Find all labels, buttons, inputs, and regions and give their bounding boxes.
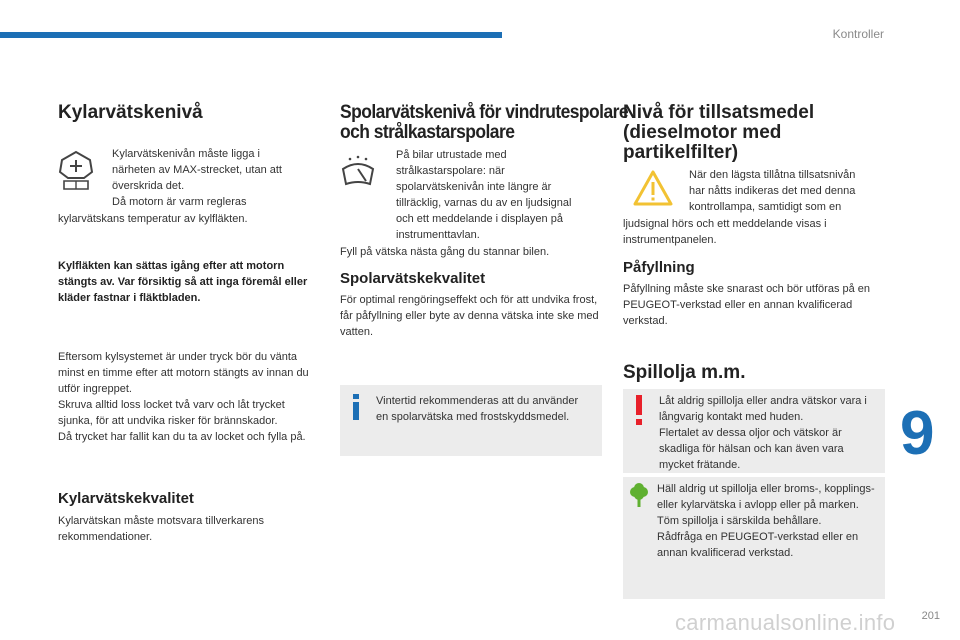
- info-box: [340, 385, 602, 456]
- chapter-number: 9: [900, 399, 935, 468]
- washer-level-title-line1: Spolarvätskenivå för vindrutespolare: [340, 102, 629, 123]
- info-icon: [351, 394, 361, 420]
- coolant-intro-lines: Kylarvätskenivån måste ligga i närheten av MAX-strecket, utan att överskrida det. Då motorn är varm regleras: [112, 148, 282, 208]
- coolant-level-icon: [58, 150, 94, 192]
- washer-level-title-line2: och strålkastarspolare: [340, 122, 515, 143]
- exclamation-icon: [636, 395, 642, 425]
- waste-oil-title: Spillolja m.m.: [623, 362, 746, 383]
- coolant-intro-tail: kylarvätskans temperatur av kylfläkten.: [58, 213, 248, 225]
- environment-box: [623, 477, 885, 599]
- header-accent-bar: [0, 32, 502, 38]
- washer-intro-lines: På bilar utrustade med strålkastarspolare: när spolarvätskenivån inte längre är tillräcklig, varnas du av en ljudsignal och ett meddelande i displayen på instrumenttavlan.: [396, 149, 572, 241]
- coolant-quality-text: Kylarvätskan måste motsvara tillverkarens rekommendationer.: [58, 515, 265, 543]
- refill-title: Påfyllning: [623, 259, 695, 276]
- refill-text: Påfyllning måste ske snarast och bör utföras på en PEUGEOT-verkstad eller en annan kvalificerad verkstad.: [623, 283, 871, 327]
- watermark-text: carmanualsonline.info: [675, 610, 896, 635]
- pressure-instructions: Eftersom kylsystemet är under tryck bör du vänta minst en timme efter att motorn stängts av innan du utför ingreppet. Skruva alltid loss locket två varv och låt trycket sjunka, för att undvika risker för brännskador. Då trycket har fallit kan du ta av locket och fylla på.: [58, 351, 309, 443]
- washer-intro-tail: Fyll på vätska nästa gång du stannar bilen.: [340, 246, 550, 258]
- warning-triangle-icon: [633, 170, 673, 206]
- info-text: Vintertid rekommenderas att du använder en spolarvätska med frostskyddsmedel.: [376, 395, 579, 423]
- coolant-level-title: Kylarvätskenivå: [58, 102, 203, 123]
- fan-warning-text: Kylfläkten kan sättas igång efter att motorn stängts av. Var försiktig så att inga föremål eller kläder fastnar i fläktbladen.: [58, 260, 308, 304]
- danger-text: Låt aldrig spillolja eller andra vätskor vara i långvarig kontakt med huden. Flertalet av dessa oljor och vätskor är skadliga för hälsan och kan även vara mycket frätande.: [659, 395, 867, 471]
- washer-quality-title: Spolarvätskekvalitet: [340, 270, 486, 287]
- danger-box: [623, 389, 885, 473]
- additive-level-title: Nivå för tillsatsmedel (dieselmotor med partikelfilter): [623, 102, 815, 163]
- page-number: 201: [921, 610, 940, 622]
- environment-text: Häll aldrig ut spillolja eller broms-, kopplings- eller kylarvätska i avlopp eller på marken. Töm spillolja i särskilda behållare. Rådfråga en PEUGEOT-verkstad eller en annan kvalificerad verkstad.: [657, 483, 875, 559]
- coolant-quality-title: Kylarvätskekvalitet: [58, 490, 194, 507]
- washer-quality-text: För optimal rengöringseffekt och för att undvika frost, får påfyllning eller byte av denna vätska inte ske med vatten.: [340, 294, 599, 338]
- washer-fluid-icon: [340, 155, 376, 189]
- tree-eco-icon: [629, 483, 649, 507]
- additive-intro-tail: ljudsignal hörs och ett meddelande visas i instrumentpanelen.: [623, 218, 827, 246]
- section-label: Kontroller: [832, 27, 884, 41]
- additive-intro-lines: När den lägsta tillåtna tillsatsnivån har nåtts indikeras det med denna kontrollampa, samtidigt som en: [689, 169, 856, 213]
